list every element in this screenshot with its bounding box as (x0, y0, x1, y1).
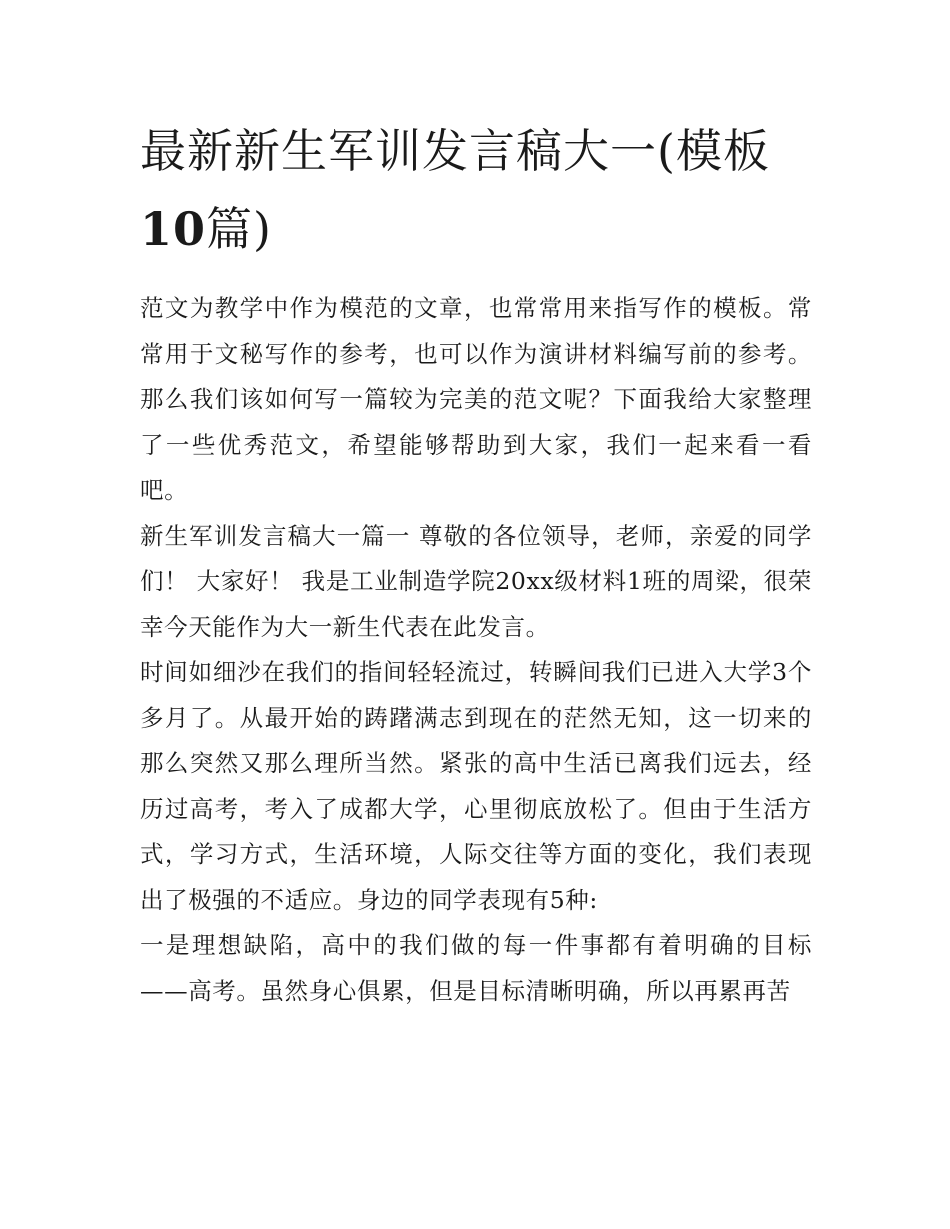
paragraph-time: 时间如细沙在我们的指间轻轻流过，转瞬间我们已进入大学3个多月了。从最开始的踌躇满志到现在的茫然无知，这一切来的那么突然又那么理所当然。紧张的高中生活已离我们远去，经历过高考，考入了成都大学，心里彻底放松了。但由于生活方式，学习方式，生活环境，人际交往等方面的变化，我们表现出了极强的不适应。身边的同学表现有5种: (140, 658, 812, 914)
paragraph-point-one: 一是理想缺陷，高中的我们做的每一件事都有着明确的目标——高考。虽然身心俱累，但是目标清晰明确，所以再累再苦 (140, 931, 812, 1005)
paragraph-greeting: 新生军训发言稿大一篇一 尊敬的各位领导，老师，亲爱的同学们！ 大家好！ 我是工业制造学院20xx级材料1班的周梁，很荣幸今天能作为大一新生代表在此发言。 (140, 521, 812, 641)
paragraph-intro: 范文为教学中作为模范的文章，也常常用来指写作的模板。常常用于文秘写作的参考，也可以作为演讲材料编写前的参考。那么我们该如何写一篇较为完美的范文呢？下面我给大家整理了一些优秀范文，希望能够帮助到大家，我们一起来看一看吧。 (140, 294, 812, 504)
document-body (140, 112, 812, 1014)
document-title: 最新新生军训发言稿大一(模板10篇) (140, 124, 770, 256)
title-number: 10 (140, 202, 207, 256)
